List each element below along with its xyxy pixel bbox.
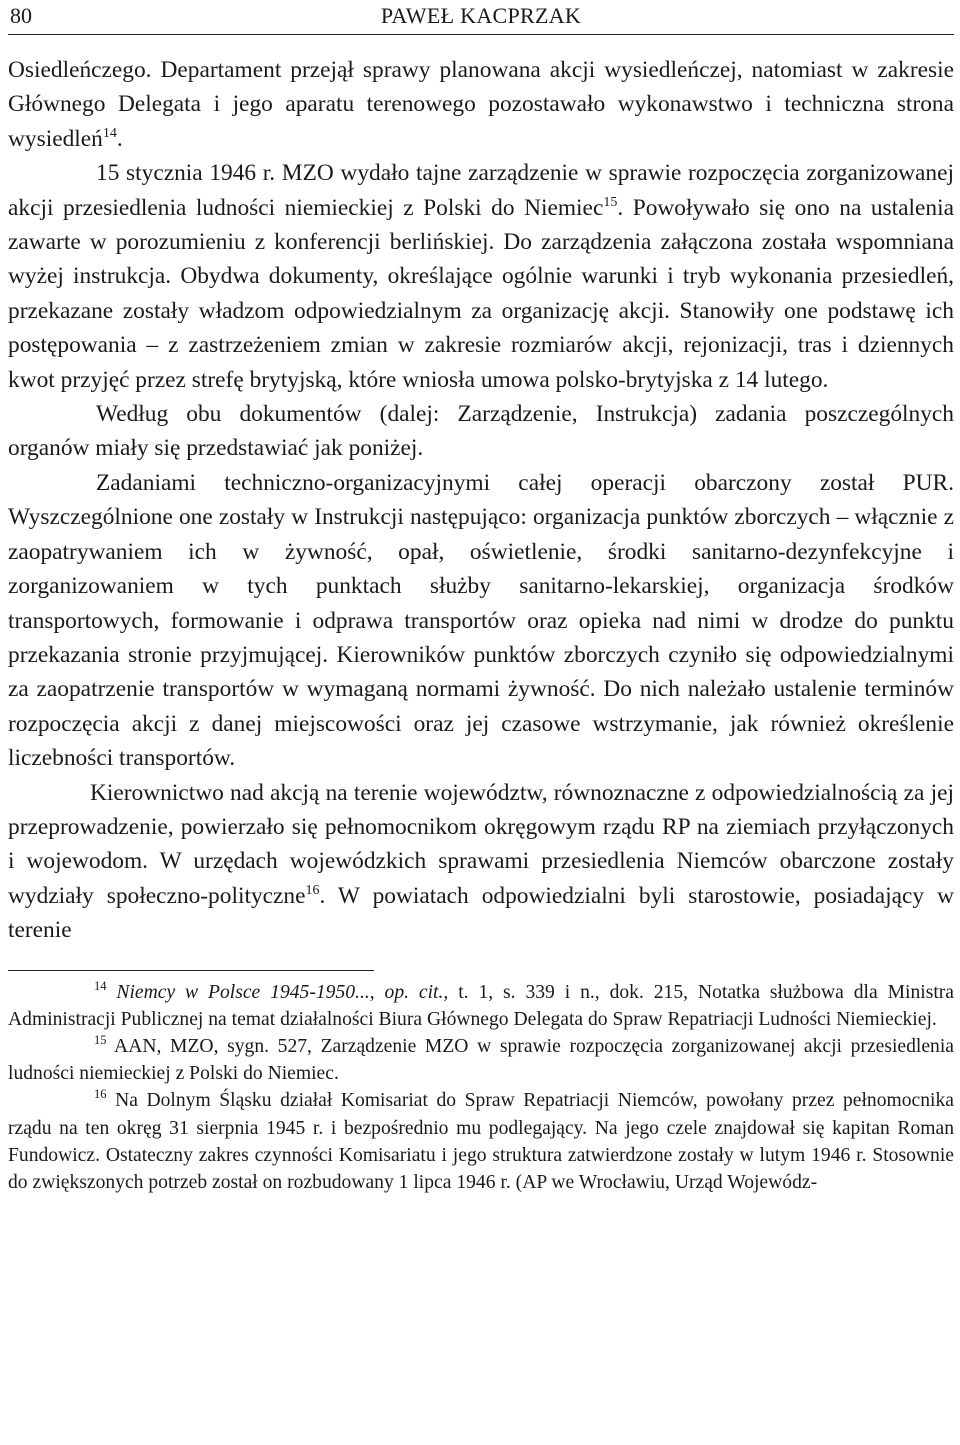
paragraph-2-continuation: . Powoływało się ono na ustalenia zawarte w porozumieniu z konferencji berlińskiej. Do zarządzenia załączona została wspomniana wyżej instrukcja. Obydwa dokumenty, określające ogólnie warunki i tryb wykonania przesiedleń, przekazane zostały władzom odpowiedzialnym za organizację akcji. Stanowiły one podstawę ich postępowania – z zastrzeżeniem zmian w zakresie rozmiarów akcji, rejonizacji, tras i dziennych kwot przyjęć przez strefę brytyjską, które wniosła umowa polsko-brytyjska z 14 lutego. (8, 194, 954, 393)
paragraph-5 (8, 776, 954, 948)
document-page (8, 0, 954, 1196)
footnote-15 (8, 1033, 954, 1087)
paragraph-2 (8, 156, 954, 397)
footnote-15-text: AAN, MZO, sygn. 527, Zarządzenie MZO w sprawie rozpoczęcia zorganizowanej akcji przesiedlenia ludności niemieckiej z Polski do Niemiec. (8, 1035, 954, 1085)
paragraph-2-text: 15 stycznia 1946 r. MZO wydało tajne zarządzenie w sprawie rozpoczęcia zorganizowanej akcji przesiedlenia ludności niemieckiej z Polski do Niemiec (8, 160, 954, 221)
footnotes (8, 979, 954, 1197)
footnote-14 (8, 979, 954, 1033)
page-number: 80 (10, 3, 32, 28)
footnote-14-number: 14 (94, 978, 107, 993)
footnote-15-number: 15 (94, 1032, 107, 1047)
paragraph-1 (8, 53, 954, 156)
paragraph-5-text: Kierownictwo nad akcją na terenie województw, równoznaczne z odpowiedzialnością za jej przeprowadzenie, powierzało się pełnomocnikom okręgowym rządu RP na ziemiach przyłączonych i wojewodom. W urzędach wojewódzkich sprawami przesiedlenia Niemców obarczone zostały wydziały społeczno-polityczne (8, 779, 954, 909)
paragraph-5-continuation: . W powiatach odpowiedzialni byli starostowie, posiadający w terenie (8, 882, 954, 944)
paragraph-3: Według obu dokumentów (dalej: Zarządzenie, Instrukcja) zadania poszczególnych organów miały się przedstawiać jak poniżej. (8, 401, 954, 462)
footnote-16-text: Na Dolnym Śląsku działał Komisariat do Spraw Repatriacji Niemców, powołany przez pełnomocnika rządu na ten okręg 31 sierpnia 1945 r. i bezpośrednio mu podlegający. Na jego czele znajdował się kapitan Roman Fundowicz. Ostateczny zakres czynności Komisariatu i jego struktura zatwierdzone zostały w lutym 1946 r. Stosownie do zwiększonych potrzeb został on rozbudowany 1 lipca 1946 r. (AP we Wrocławiu, Urząd Wojewódz- (8, 1090, 954, 1193)
footnote-ref-14[interactable]: 14 (102, 125, 117, 141)
footnote-16-number: 16 (94, 1087, 107, 1102)
footnote-ref-16[interactable]: 16 (305, 882, 320, 898)
footnote-separator (8, 970, 374, 971)
footnote-14-source-title: Niemcy w Polsce 1945-1950..., op. cit., (116, 981, 449, 1003)
paragraph-1-text: Osiedleńczego. Departament przejął sprawy planowana akcji wysiedleńczej, natomiast w zakresie Głównego Delegata i jego aparatu terenowego pozostawało wykonawstwo i techniczna strona wysiedleń (8, 57, 954, 152)
footnote-16 (8, 1087, 954, 1196)
running-title: PAWEŁ KACPRZAK (380, 3, 582, 28)
footnote-ref-15[interactable]: 15 (603, 194, 618, 210)
body-text (8, 53, 954, 948)
paragraph-1-end: . (116, 125, 123, 152)
page-header (8, 0, 954, 35)
footnote-14-text: t. 1, s. 339 i n., dok. 215, Notatka służbowa dla Ministra Administracji Publicznej na temat działalności Biura Głównego Delegata do Spraw Repatriacji Ludności Niemieckiej. (8, 981, 954, 1030)
paragraph-4: Zadaniami techniczno-organizacyjnymi całej operacji obarczony został PUR. Wyszczególnione one zostały w Instrukcji następująco: organizacja punktów zborczych – włącznie z zaopatrywaniem ich w żywność, opał, oświetlenie, środki sanitarno-dezynfekcyjne i zorganizowaniem w tych punktach służby sanitarno-lekarskiej, organizacja środków transportowych, formowanie i odprawa transportów oraz opieka nad nimi w drodze do punktu przekazania stronie przyjmującej. Kierowników punktów zborczych czyniło się odpowiedzialnymi za zaopatrzenie transportów w wymaganą normami żywność. Do nich należało ustalenie terminów rozpoczęcia akcji z danej miejscowości oraz jej czasowe wstrzymanie, jak również określenie liczebności transportów. (8, 469, 954, 772)
